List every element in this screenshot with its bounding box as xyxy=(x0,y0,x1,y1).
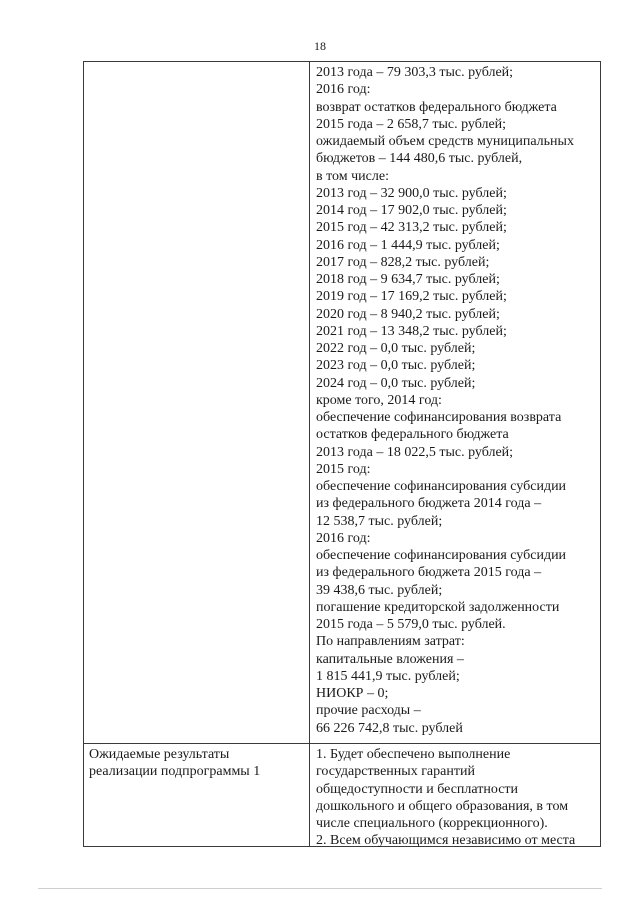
text-line: в том числе: xyxy=(316,168,389,184)
text-line: государственных гарантий xyxy=(316,764,475,780)
text-line: возврат остатков федерального бюджета xyxy=(316,99,557,115)
text-line: из федерального бюджета 2014 года – xyxy=(316,496,542,512)
text-line: погашение кредиторской задолженности xyxy=(316,599,560,615)
expected-results-cell xyxy=(316,746,601,850)
text-line: общедоступности и бесплатности xyxy=(316,781,519,797)
text-line: дошкольного и общего образования, в том xyxy=(316,798,569,814)
text-line: обеспечение софинансирования субсидии xyxy=(316,548,567,563)
text-line: кроме того, 2014 год: xyxy=(316,392,442,408)
text-line: 2. Всем обучающимся независимо от места xyxy=(316,833,576,849)
text-line: 2015 год: xyxy=(316,461,371,477)
text-line: числе специального (коррекционного). xyxy=(316,816,548,831)
text-line: 2018 год – 9 634,7 тыс. рублей; xyxy=(316,272,500,287)
table-row-divider xyxy=(84,743,600,744)
text-line: 2015 года – 5 579,0 тыс. рублей. xyxy=(316,617,506,632)
text-line: 2013 год – 32 900,0 тыс. рублей; xyxy=(316,185,507,201)
document-table xyxy=(83,61,601,847)
text-line: обеспечение софинансирования субсидии xyxy=(316,479,567,494)
text-line: ожидаемый объем средств муниципальных xyxy=(316,134,574,149)
text-line: 2016 год: xyxy=(316,82,371,98)
text-line: 12 538,7 тыс. рублей; xyxy=(316,513,443,529)
text-line: 2024 год – 0,0 тыс. рублей; xyxy=(316,375,476,391)
text-line: капитальные вложения – xyxy=(316,651,464,667)
page-number: 18 xyxy=(314,39,326,53)
text-line: 2023 год – 0,0 тыс. рублей; xyxy=(316,358,476,374)
text-line: 2022 год – 0,0 тыс. рублей; xyxy=(316,341,476,356)
text-line: 2014 год – 17 902,0 тыс. рублей; xyxy=(316,203,507,218)
text-line: остатков федерального бюджета xyxy=(316,427,509,443)
text-line: 2016 год: xyxy=(316,530,371,546)
text-line: 39 438,6 тыс. рублей; xyxy=(316,582,443,598)
text-line: 2013 года – 79 303,3 тыс. рублей; xyxy=(316,65,514,80)
text-line: НИОКР – 0; xyxy=(316,686,389,701)
scan-bottom-edge xyxy=(38,888,602,889)
text-line: 2017 год – 828,2 тыс. рублей; xyxy=(316,254,490,270)
text-line: 2015 год – 42 313,2 тыс. рублей; xyxy=(316,220,507,236)
text-line: 2020 год – 8 940,2 тыс. рублей; xyxy=(316,306,500,322)
text-line: из федерального бюджета 2015 года – xyxy=(316,565,542,581)
text-line: 2021 год – 13 348,2 тыс. рублей; xyxy=(316,323,507,339)
text-line: 2013 года – 18 022,5 тыс. рублей; xyxy=(316,444,514,460)
text-line: 2019 год – 17 169,2 тыс. рублей; xyxy=(316,289,507,305)
text-line: 2015 года – 2 658,7 тыс. рублей; xyxy=(316,116,507,132)
text-line: По направлениям затрат: xyxy=(316,634,465,650)
expected-results-label: Ожидаемые результаты реализации подпрограммы 1 xyxy=(89,747,261,780)
text-line: 1 815 441,9 тыс. рублей; xyxy=(316,668,460,684)
funding-details-cell xyxy=(316,64,601,737)
text-line: 2016 год – 1 444,9 тыс. рублей; xyxy=(316,237,500,253)
text-line: бюджетов – 144 480,6 тыс. рублей, xyxy=(316,151,523,167)
text-line: 66 226 742,8 тыс. рублей xyxy=(316,720,463,736)
text-line: 1. Будет обеспечено выполнение xyxy=(316,747,511,762)
text-line: обеспечение софинансирования возврата xyxy=(316,410,562,425)
text-line: прочие расходы – xyxy=(316,703,421,719)
table-column-divider xyxy=(309,62,310,846)
